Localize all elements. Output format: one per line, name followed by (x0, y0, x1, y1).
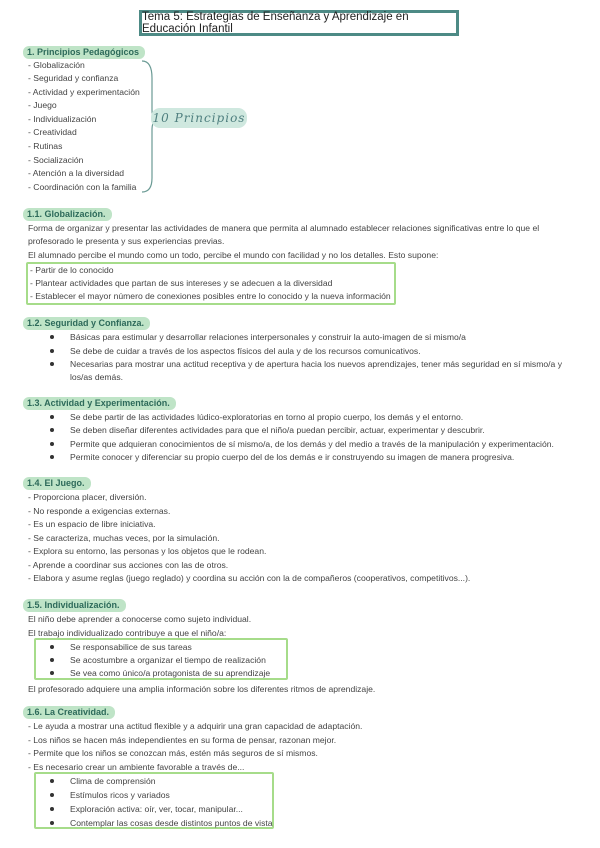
principio-item: - Coordinación con la familia (28, 182, 137, 192)
box-item: - Partir de lo conocido (30, 265, 114, 275)
juego-item: - Es un espacio de libre iniciativa. (28, 519, 156, 529)
bullet-text: Necesarias para mostrar una actitud receptiva y de apertura hacia los nuevos aprendizajes, tener más seguridad en sí mismo/a y (70, 359, 563, 369)
bullet-text: Se debe de cuidar a través de los aspectos físicos del aula y de los recursos comunicativos. (70, 346, 421, 356)
paragraph-line: El alumnado percibe el mundo como un todo, percibe el mundo con facilidad y no los detalles. Esto supone: (28, 250, 439, 260)
bullet-icon (50, 349, 54, 353)
creatividad-item: - Le ayuda a mostrar una actitud flexible y a adquirir una gran capacidad de adaptación. (28, 721, 363, 731)
juego-item: - No responde a exigencias externas. (28, 506, 171, 516)
bullet-icon (50, 362, 54, 366)
juego-item: - Se caracteriza, muchas veces, por la simulación. (28, 533, 220, 543)
bullet-icon (50, 658, 54, 662)
box-item: Clima de comprensión (70, 776, 156, 786)
bullet-text: Permite conocer y diferenciar su propio cuerpo del de los demás e ir construyendo su imagen de manera progresiva. (70, 452, 515, 462)
box-item: Contemplar las cosas desde distintos puntos de vista (70, 818, 273, 828)
principles-annotation: 10 Principios (151, 108, 247, 128)
principio-item: - Individualización (28, 114, 97, 124)
principio-item: - Rutinas (28, 141, 63, 151)
juego-item: - Elabora y asume reglas (juego reglado) y coordina su acción con la de compañeros (cooperativos, competitivos...). (28, 573, 471, 583)
box-item: Exploración activa: oír, ver, tocar, manipular... (70, 804, 243, 814)
bullet-text: Se debe partir de las actividades lúdico-exploratorias en torno al propio cuerpo, los demás y el entorno. (70, 412, 464, 422)
principio-item: - Socialización (28, 155, 84, 165)
paragraph-line: El profesorado adquiere una amplia información sobre los diferentes ritmos de aprendizaje. (28, 684, 376, 694)
paragraph-line: profesorado le presenta y sus experiencias previas. (28, 236, 225, 246)
principio-item: - Actividad y experimentación (28, 87, 140, 97)
juego-item: - Proporciona placer, diversión. (28, 492, 147, 502)
box-item: Se responsabilice de sus tareas (70, 642, 192, 652)
box-item: - Plantear actividades que partan de sus intereses y se adecuen a la diversidad (30, 278, 333, 288)
bullet-icon (50, 645, 54, 649)
bullet-text: Permite que adquieran conocimientos de sí mismo/a, de los demás y del medio a través de la manipulación y experimentación. (70, 439, 554, 449)
bullet-icon (50, 821, 54, 825)
bullet-text: los/as demás. (70, 372, 124, 382)
bullet-text: Básicas para estimular y desarrollar relaciones interpersonales y construir la auto-imagen de si mismo/a (70, 332, 466, 342)
section-heading-individualizacion: 1.5. Individualización. (23, 599, 126, 612)
principios-heading: 1. Principios Pedagógicos (23, 46, 145, 59)
section-heading-seguridad: 1.2. Seguridad y Confianza. (23, 317, 150, 330)
bullet-icon (50, 671, 54, 675)
creatividad-item: - Permite que los niños se conozcan más, estén más seguros de sí mismos. (28, 748, 318, 758)
bullet-icon (50, 807, 54, 811)
bullet-icon (50, 335, 54, 339)
paragraph-line: El niño debe aprender a conocerse como sujeto individual. (28, 614, 252, 624)
section-heading-creatividad: 1.6. La Creatividad. (23, 706, 115, 719)
principio-item: - Juego (28, 100, 57, 110)
bullet-icon (50, 415, 54, 419)
bullet-icon (50, 428, 54, 432)
juego-item: - Explora su entorno, las personas y los objetos que le rodean. (28, 546, 267, 556)
juego-item: - Aprende a coordinar sus acciones con las de otros. (28, 560, 229, 570)
principio-item: - Creatividad (28, 127, 77, 137)
box-item: - Establecer el mayor número de conexiones posibles entre lo conocido y la nueva información (30, 291, 391, 301)
paragraph-line: El trabajo individualizado contribuye a que el niño/a: (28, 628, 227, 638)
bullet-icon (50, 455, 54, 459)
bullet-icon (50, 779, 54, 783)
paragraph-line: Forma de organizar y presentar las actividades de manera que permita al alumnado establecer relaciones significativas entre lo que el (28, 223, 540, 233)
document-title: Tema 5: Estrategias de Enseñanza y Aprendizaje en Educación Infantil (139, 10, 459, 36)
section-heading-juego: 1.4. El Juego. (23, 477, 91, 490)
box-item: Se vea como único/a protagonista de su aprendizaje (70, 668, 271, 678)
section-heading-actividad: 1.3. Actividad y Experimentación. (23, 397, 176, 410)
principio-item: - Globalización (28, 60, 85, 70)
curly-brace-icon (140, 58, 160, 198)
principio-item: - Seguridad y confianza (28, 73, 119, 83)
bullet-icon (50, 442, 54, 446)
box-item: Se acostumbre a organizar el tiempo de realización (70, 655, 266, 665)
section-heading-globalizacion: 1.1. Globalización. (23, 208, 112, 221)
creatividad-item: - Es necesario crear un ambiente favorable a través de... (28, 762, 245, 772)
bullet-text: Se deben diseñar diferentes actividades para que el niño/a puedan percibir, actuar, experimentar y descubrir. (70, 425, 485, 435)
principio-item: - Atención a la diversidad (28, 168, 125, 178)
creatividad-item: - Los niños se hacen más independientes en su forma de pensar, razonan mejor. (28, 735, 337, 745)
bullet-icon (50, 793, 54, 797)
box-item: Estímulos ricos y variados (70, 790, 170, 800)
